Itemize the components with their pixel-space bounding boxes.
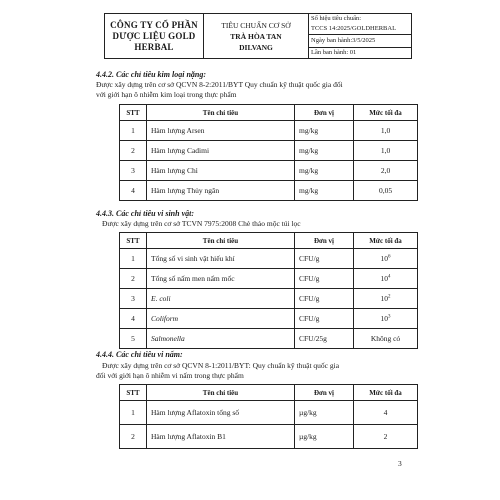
table-row	[120, 249, 418, 269]
cell-max	[354, 329, 418, 349]
cell-name: Tổng số nấm men nấm mốc	[147, 269, 295, 289]
doc-number-row	[309, 14, 411, 35]
cell-unit: CFU/g	[295, 269, 354, 289]
table-header-row	[120, 385, 418, 401]
cell-stt: 1	[120, 401, 147, 425]
cell-stt: 3	[120, 289, 147, 309]
cell-stt: 2	[120, 269, 147, 289]
section-heavy-metals-title: 4.4.2. Các chỉ tiêu kim loại nặng:	[96, 70, 207, 79]
table-row	[120, 289, 418, 309]
doc-number-label: Số hiệu tiêu chuẩn:	[311, 15, 362, 22]
cell-unit: mg/kg	[295, 181, 354, 201]
table-row	[120, 309, 418, 329]
cell-name: Hàm lượng Arsen	[147, 121, 295, 141]
company-name-line3: HERBAL	[134, 41, 174, 52]
cell-max: 2,0	[354, 161, 418, 181]
heavy-metals-table	[119, 104, 418, 201]
cell-name: Tổng số vi sinh vật hiếu khí	[147, 249, 295, 269]
cell-max	[354, 249, 418, 269]
cell-unit: mg/kg	[295, 141, 354, 161]
cell-name: Hàm lượng Chì	[147, 161, 295, 181]
table-row	[120, 181, 418, 201]
cell-name: E. coli	[147, 289, 295, 309]
doc-number: TCCS 14:2025/GOLDHERBAL	[311, 25, 397, 32]
cell-max: 0,05	[354, 181, 418, 201]
cell-unit: µg/kg	[295, 425, 354, 449]
cell-max: 4	[354, 401, 418, 425]
cell-unit: CFU/g	[295, 309, 354, 329]
cell-name: Hàm lượng Thủy ngân	[147, 181, 295, 201]
cell-stt: 2	[120, 141, 147, 161]
table-header-row	[120, 233, 418, 249]
table-row	[120, 269, 418, 289]
company-name-line1: CÔNG TY CỔ PHẦN	[110, 19, 198, 30]
edition: Lần ban hành: 01	[311, 49, 357, 56]
column-header: Đơn vị	[295, 385, 354, 401]
page-number: 3	[398, 459, 402, 468]
cell-max	[354, 289, 418, 309]
cell-stt: 1	[120, 249, 147, 269]
column-header: STT	[120, 233, 147, 249]
cell-name: Hàm lượng Aflatoxin tổng số	[147, 401, 295, 425]
cell-stt: 1	[120, 121, 147, 141]
max-exponent: 3	[388, 314, 391, 320]
standard-label: TIÊU CHUẨN CƠ SỞ	[221, 20, 291, 30]
cell-stt: 3	[120, 161, 147, 181]
column-header: Đơn vị	[295, 233, 354, 249]
cell-max: 1,0	[354, 121, 418, 141]
product-name-line2: DILVANG	[239, 42, 273, 52]
table-header-row	[120, 105, 418, 121]
company-name-cell	[105, 14, 204, 58]
section-microbial-title: 4.4.3. Các chỉ tiêu vi sinh vật:	[96, 209, 194, 218]
cell-stt: 2	[120, 425, 147, 449]
document-header	[104, 13, 412, 59]
section-mycotoxin-title: 4.4.4. Các chỉ tiêu vi nấm:	[96, 350, 183, 359]
cell-stt: 5	[120, 329, 147, 349]
cell-name: Hàm lượng Aflatoxin B1	[147, 425, 295, 449]
table-row	[120, 121, 418, 141]
cell-name: Salmonella	[147, 329, 295, 349]
company-name-line2: DƯỢC LIỆU GOLD	[112, 30, 196, 41]
table-row	[120, 401, 418, 425]
column-header: Mức tối đa	[354, 385, 418, 401]
section-microbial-text-1: Được xây dựng trên cơ sở TCVN 7975:2008 Chè thảo mộc túi lọc	[102, 219, 301, 228]
cell-stt: 4	[120, 181, 147, 201]
section-heavy-metals-text-1: Được xây dựng trên cơ sở QCVN 8-2:2011/BYT Quy chuẩn kỹ thuật quốc gia đối	[96, 80, 343, 89]
column-header: Tên chỉ tiêu	[147, 105, 295, 121]
microbial-table	[119, 232, 418, 349]
cell-unit: mg/kg	[295, 121, 354, 141]
table-row	[120, 425, 418, 449]
column-header: STT	[120, 105, 147, 121]
cell-unit: mg/kg	[295, 161, 354, 181]
max-base: Không có	[370, 334, 401, 343]
cell-name: Coliform	[147, 309, 295, 329]
max-base: 10	[380, 254, 388, 263]
section-heavy-metals-text-2: với giới hạn ô nhiễm kim loại trong thực phẩm	[96, 90, 237, 99]
column-header: Tên chỉ tiêu	[147, 233, 295, 249]
column-header: Đơn vị	[295, 105, 354, 121]
column-header: Mức tối đa	[354, 233, 418, 249]
cell-max	[354, 269, 418, 289]
cell-max	[354, 309, 418, 329]
cell-unit: CFU/25g	[295, 329, 354, 349]
cell-unit: µg/kg	[295, 401, 354, 425]
product-cell	[204, 14, 309, 58]
cell-max: 2	[354, 425, 418, 449]
max-exponent: 6	[388, 254, 391, 260]
column-header: Mức tối đa	[354, 105, 418, 121]
issue-date: Ngày ban hành:3/5/2025	[309, 35, 411, 48]
mycotoxin-table	[119, 384, 418, 449]
column-header: STT	[120, 385, 147, 401]
cell-unit: CFU/g	[295, 249, 354, 269]
table-row	[120, 329, 418, 349]
table-row	[120, 141, 418, 161]
section-mycotoxin-text-2: đối với giới hạn ô nhiễm vi nấm trong thực phẩm	[96, 371, 244, 380]
document-info-cell	[309, 14, 411, 58]
cell-stt: 4	[120, 309, 147, 329]
product-name-line1: TRÀ HÒA TAN	[230, 31, 282, 41]
cell-max: 1,0	[354, 141, 418, 161]
cell-unit: CFU/g	[295, 289, 354, 309]
max-exponent: 4	[388, 274, 391, 280]
column-header: Tên chỉ tiêu	[147, 385, 295, 401]
max-exponent: 2	[388, 294, 391, 300]
max-base: 10	[380, 314, 388, 323]
table-row	[120, 161, 418, 181]
section-mycotoxin-text-1: Được xây dựng trên cơ sở QCVN 8-1:2011/BYT: Quy chuẩn kỹ thuật quốc gia	[102, 361, 340, 370]
max-base: 10	[380, 274, 388, 283]
cell-name: Hàm lượng Cadimi	[147, 141, 295, 161]
max-base: 10	[380, 294, 388, 303]
